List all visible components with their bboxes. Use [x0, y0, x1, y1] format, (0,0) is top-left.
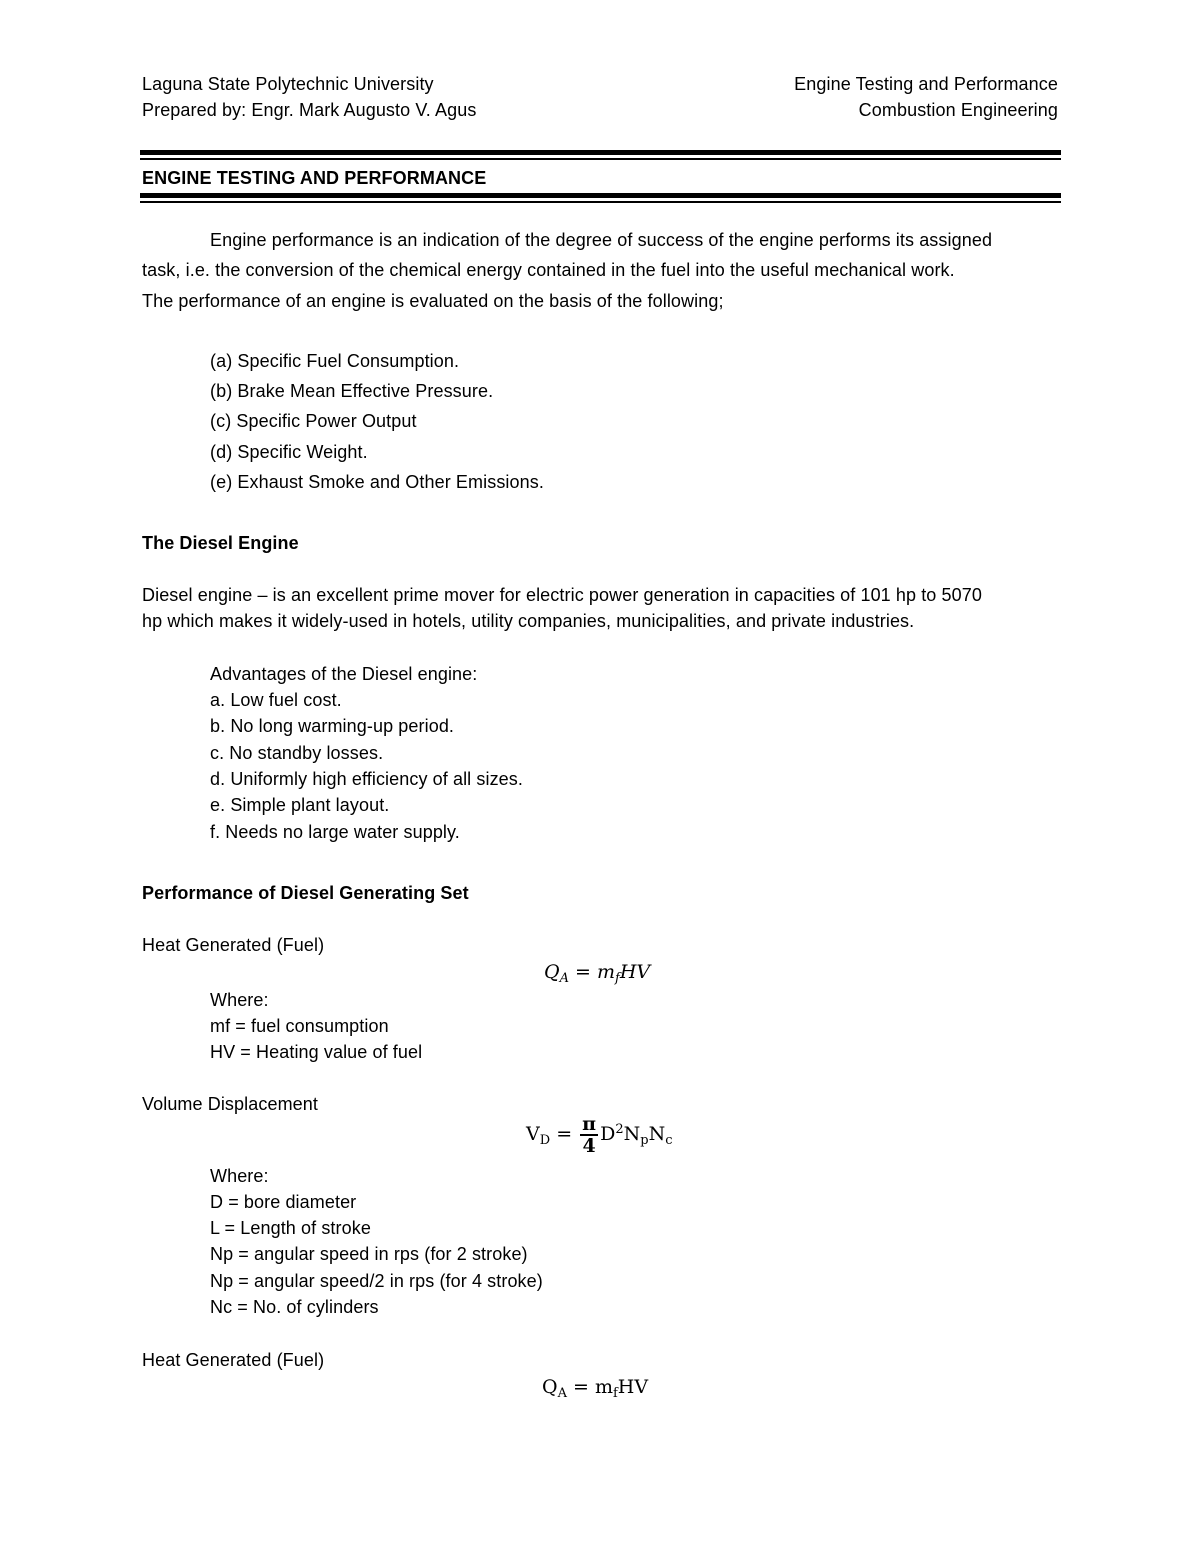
- title-rule-bottom-thick: [140, 193, 1061, 198]
- heat-generated-label-2: Heat Generated (Fuel): [142, 1350, 325, 1370]
- title-rule-top-thin: [140, 158, 1061, 160]
- criteria-item: (b) Brake Mean Effective Pressure.: [210, 381, 494, 401]
- section-heading-diesel: The Diesel Engine: [142, 533, 299, 553]
- heat-generated-equation: $Q_A = m_fHV$: [544, 961, 651, 986]
- diesel-para-line-1: Diesel engine – is an excellent prime mover for electric power generation in capacities of 101 hp to 5070: [142, 585, 982, 605]
- advantage-item: b. No long warming-up period.: [210, 716, 455, 736]
- page-title: ENGINE TESTING AND PERFORMANCE: [142, 168, 487, 188]
- definition-item: mf = fuel consumption: [210, 1016, 389, 1036]
- intro-line-1: Engine performance is an indication of the degree of success of the engine performs its assigned: [210, 230, 993, 250]
- header-topic: Engine Testing and Performance: [794, 74, 1058, 94]
- title-rule-top-thick: [140, 150, 1061, 155]
- advantage-item: c. No standby losses.: [210, 743, 384, 763]
- section-heading-performance: Performance of Diesel Generating Set: [142, 883, 469, 903]
- volume-displacement-label: Volume Displacement: [142, 1094, 318, 1114]
- definition-item: Np = angular speed in rps (for 2 stroke): [210, 1244, 528, 1264]
- criteria-item: (e) Exhaust Smoke and Other Emissions.: [210, 472, 544, 492]
- advantages-title: Advantages of the Diesel engine:: [210, 664, 478, 684]
- advantage-item: d. Uniformly high efficiency of all sizes.: [210, 769, 523, 789]
- volume-displacement-equation: $V_D$ = $\frac{\pi}{4}$ $D^2N_pN_c$: [526, 1113, 673, 1157]
- diesel-para-line-2: hp which makes it widely-used in hotels, utility companies, municipalities, and private industries.: [142, 611, 915, 631]
- definition-item: Nc = No. of cylinders: [210, 1297, 379, 1317]
- where-label: Where:: [210, 990, 269, 1010]
- definition-item: L = Length of stroke: [210, 1218, 371, 1238]
- criteria-item: (a) Specific Fuel Consumption.: [210, 351, 460, 371]
- definition-item: HV = Heating value of fuel: [210, 1042, 423, 1062]
- criteria-item: (d) Specific Weight.: [210, 442, 368, 462]
- criteria-item: (c) Specific Power Output: [210, 411, 417, 431]
- header-author: Prepared by: Engr. Mark Augusto V. Agus: [142, 100, 477, 120]
- intro-line-3: The performance of an engine is evaluated on the basis of the following;: [142, 291, 724, 311]
- pi-over-four-fraction: $\frac{\pi}{4}$: [582, 1113, 597, 1157]
- intro-line-2: task, i.e. the conversion of the chemical energy contained in the fuel into the useful mechanical work.: [142, 260, 955, 280]
- title-rule-bottom-thin: [140, 201, 1061, 203]
- header-university: Laguna State Polytechnic University: [142, 74, 434, 94]
- heat-generated-equation-2: $Q_A = m_fHV$: [542, 1376, 649, 1401]
- heat-generated-label: Heat Generated (Fuel): [142, 935, 325, 955]
- advantage-item: e. Simple plant layout.: [210, 795, 390, 815]
- advantage-item: f. Needs no large water supply.: [210, 822, 460, 842]
- header-course: Combustion Engineering: [858, 100, 1058, 120]
- definition-item: D = bore diameter: [210, 1192, 357, 1212]
- definition-item: Np = angular speed/2 in rps (for 4 stroke): [210, 1271, 543, 1291]
- where-label: Where:: [210, 1166, 269, 1186]
- advantage-item: a. Low fuel cost.: [210, 690, 342, 710]
